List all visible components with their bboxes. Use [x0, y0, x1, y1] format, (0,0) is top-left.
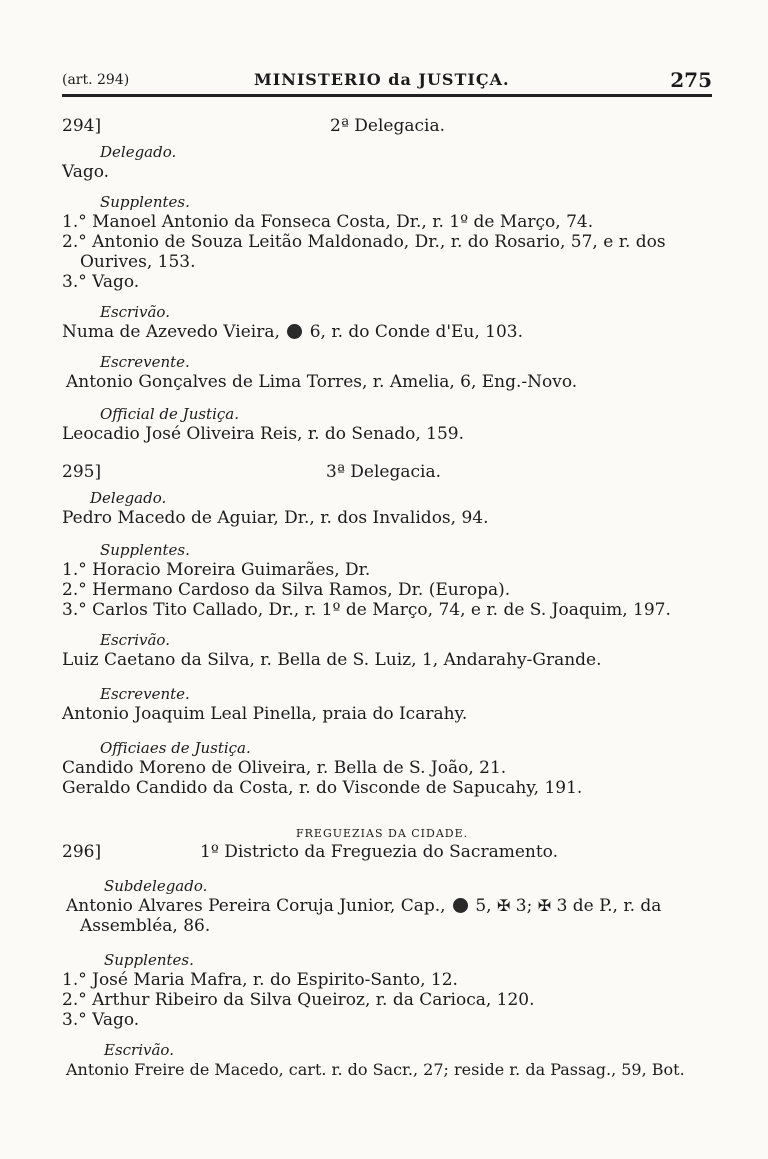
entry-line	[62, 322, 523, 342]
entry-line: 2.° Arthur Ribeiro da Silva Queiroz, r. da Carioca, 120.	[62, 990, 535, 1010]
role-heading: Escrivão.	[104, 1041, 174, 1059]
cross-order-icon: ✠	[537, 896, 552, 915]
page-number: 275	[670, 68, 712, 92]
role-heading: Delegado.	[90, 489, 167, 507]
entry-line: Antonio Gonçalves de Lima Torres, r. Amelia, 6, Eng.-Novo.	[66, 372, 578, 392]
role-heading: Subdelegado.	[104, 877, 208, 895]
entry-line: 3.° Carlos Tito Callado, Dr., r. 1º de Março, 74, e r. de S. Joaquim, 197.	[62, 600, 671, 620]
header-title: MINISTERIO da JUSTIÇA.	[254, 70, 510, 89]
entry-line: Luiz Caetano da Silva, r. Bella de S. Luiz, 1, Andarahy-Grande.	[62, 650, 602, 670]
role-heading: Officiaes de Justiça.	[100, 739, 251, 757]
entry-line: 3.° Vago.	[62, 272, 140, 292]
entry-line: 1.° José Maria Mafra, r. do Espirito-Santo, 12.	[62, 970, 458, 990]
entry-line: 3.° Vago.	[62, 1010, 140, 1030]
order-seal-icon	[287, 324, 302, 339]
entry-text: 3;	[515, 896, 533, 916]
entry-text: Numa de Azevedo Vieira,	[62, 322, 280, 342]
header-article: (art. 294)	[62, 72, 130, 88]
entry-line: Geraldo Candido da Costa, r. do Visconde de Sapucahy, 191.	[62, 778, 583, 798]
role-heading: Supplentes.	[100, 193, 190, 211]
entry-line: Pedro Macedo de Aguiar, Dr., r. dos Invalidos, 94.	[62, 508, 489, 528]
order-seal-icon	[453, 898, 468, 913]
entry-line: Ourives, 153.	[80, 252, 196, 272]
role-heading: Escrivão.	[100, 303, 170, 321]
entry-line: 2.° Antonio de Souza Leitão Maldonado, Dr., r. do Rosario, 57, e r. dos	[62, 232, 666, 252]
entry-line	[66, 896, 661, 916]
part-heading: FREGUEZIAS DA CIDADE.	[296, 827, 469, 840]
entry-text: 3 de P., r. da	[556, 896, 662, 916]
entry-line: 1.° Manoel Antonio da Fonseca Costa, Dr., r. 1º de Março, 74.	[62, 212, 594, 232]
role-heading: Delegado.	[100, 143, 177, 161]
role-heading: Escrevente.	[100, 353, 190, 371]
entry-text: Antonio Alvares Pereira Coruja Junior, Cap.,	[66, 896, 446, 916]
entry-number: 295]	[62, 462, 102, 482]
entry-number: 296]	[62, 842, 102, 862]
section-title: 3ª Delegacia.	[326, 462, 441, 482]
role-heading: Escrivão.	[100, 631, 170, 649]
entry-line: Assembléa, 86.	[80, 916, 211, 936]
entry-line: 2.° Hermano Cardoso da Silva Ramos, Dr. (Europa).	[62, 580, 511, 600]
cross-order-icon: ✠	[496, 896, 511, 915]
entry-line: Candido Moreno de Oliveira, r. Bella de S. João, 21.	[62, 758, 507, 778]
entry-line: Leocadio José Oliveira Reis, r. do Senado, 159.	[62, 424, 464, 444]
role-heading: Escrevente.	[100, 685, 190, 703]
entry-line: Antonio Freire de Macedo, cart. r. do Sacr., 27; reside r. da Passag., 59, Bot.	[66, 1060, 685, 1079]
entry-line: Vago.	[62, 162, 110, 182]
entry-text: 6, r. do Conde d'Eu, 103.	[309, 322, 524, 342]
entry-text: 5,	[475, 896, 492, 916]
entry-line: Antonio Joaquim Leal Pinella, praia do Icarahy.	[62, 704, 468, 724]
section-title: 2ª Delegacia.	[330, 116, 445, 136]
section-title: 1º Districto da Freguezia do Sacramento.	[200, 842, 559, 862]
role-heading: Official de Justiça.	[100, 405, 239, 423]
role-heading: Supplentes.	[104, 951, 194, 969]
role-heading: Supplentes.	[100, 541, 190, 559]
entry-line: 1.° Horacio Moreira Guimarães, Dr.	[62, 560, 371, 580]
entry-number: 294]	[62, 116, 102, 136]
running-header	[62, 68, 712, 97]
